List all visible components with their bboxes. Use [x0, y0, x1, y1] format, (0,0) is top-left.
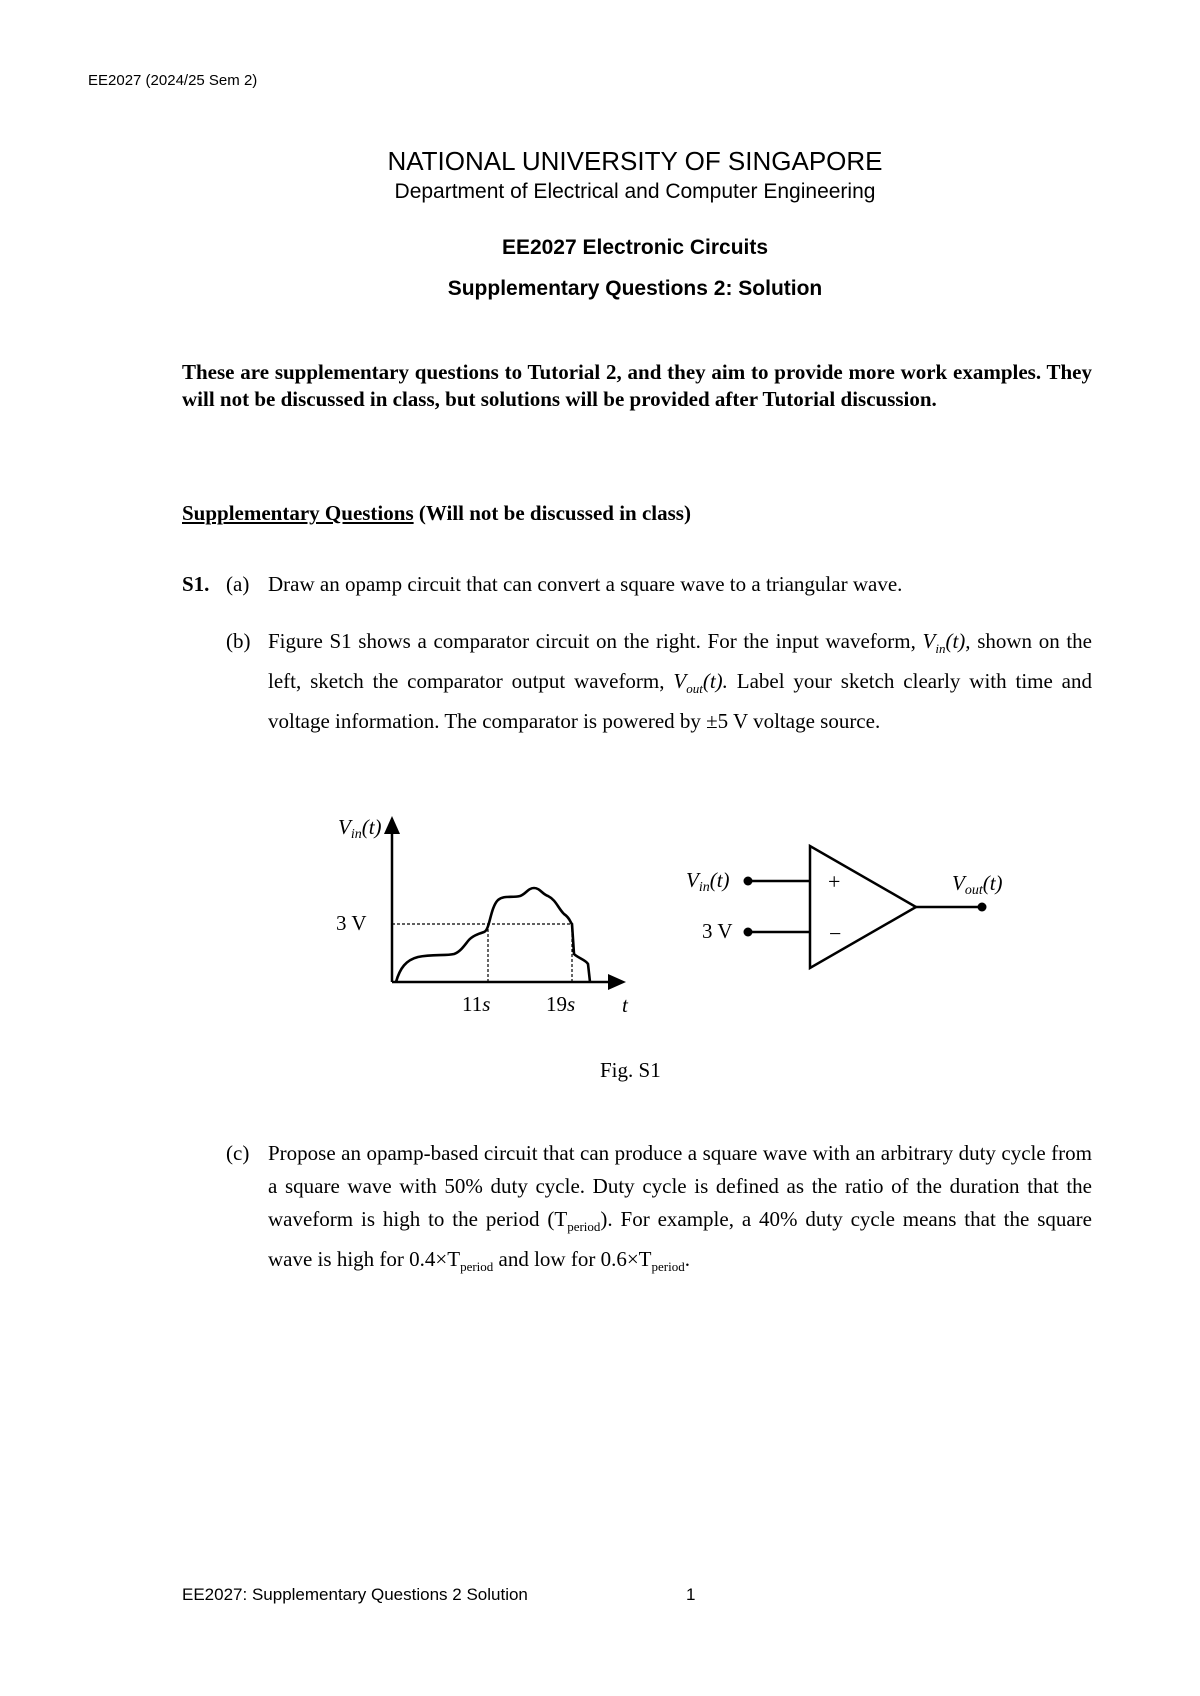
course-title: EE2027 Electronic Circuits	[501, 236, 769, 259]
intro-paragraph: These are supplementary questions to Tutorial 2, and they aim to provide more work examples. They will not be discussed in class, but solutions will be provided after Tutorial discussion.	[182, 360, 1092, 411]
input-waveform-plot	[336, 815, 629, 1017]
waveform-x-arrow-icon	[608, 974, 626, 990]
part-a-text: Draw an opamp circuit that can convert a square wave to a triangular wave.	[268, 572, 903, 596]
running-head: EE2027 (2024/25 Sem 2)	[88, 72, 258, 89]
section-heading-rest: (Will not be discussed in class)	[413, 501, 691, 525]
part-c-text: Propose an opamp-based circuit that can produce a square wave with an arbitrary duty cycle from a square wave with 50% duty cycle. Duty cycle is defined as the ratio of the duration that the waveform is high to the period $(T_{period})$. For example, a 40% duty cycle means that the square wave is high for $0.4\times T_{period}$ and low for $0.6\times T_{period}$.	[268, 1141, 1092, 1275]
opamp-minus-sign: −	[829, 921, 842, 946]
vin-symbol: $V_{in}(t)$,	[922, 629, 971, 657]
footer-title: EE2027: Supplementary Questions 2 Solution	[182, 1585, 528, 1604]
comparator-output-label: Vout(t)	[952, 871, 1003, 898]
part-b-text-3: Label your sketch clearly with time and voltage information. The comparator is powered by ±5 V voltage source.	[268, 669, 1092, 734]
waveform-tick-1: 11s	[462, 992, 491, 1016]
department-name: Department of Electrical and Computer Engineering	[394, 180, 876, 203]
comparator-circuit	[686, 846, 1003, 968]
vout-symbol: $V_{out}(t)$.	[673, 669, 728, 697]
part-a-letter: (a)	[226, 572, 250, 596]
opamp-plus-sign: +	[828, 869, 841, 894]
figure-s1	[300, 800, 1060, 1040]
section-heading	[182, 501, 691, 526]
question-label-s1: S1.	[182, 572, 210, 596]
waveform-y-arrow-icon	[384, 816, 400, 834]
part-b-text	[268, 625, 1092, 738]
waveform-x-axis-label: t	[622, 993, 628, 1017]
waveform-tick-2: 19s	[546, 992, 576, 1016]
output-terminal	[978, 903, 987, 912]
part-b-letter: (b)	[226, 629, 251, 653]
figure-caption: Fig. S1	[600, 1058, 661, 1082]
waveform-curve	[396, 888, 590, 982]
comparator-minus-input-label: 3 V	[702, 919, 733, 943]
part-b-text-1: Figure S1 shows a comparator circuit on the right. For the input waveform,	[268, 629, 923, 653]
comparator-plus-input-label: Vin(t)	[686, 868, 730, 895]
section-heading-underlined: Supplementary Questions	[182, 501, 414, 525]
university-name: NATIONAL UNIVERSITY OF SINGAPORE	[387, 146, 883, 176]
opamp-triangle-icon	[810, 846, 916, 968]
part-b-text-2: shown on the left, sketch the comparator output waveform,	[268, 629, 1092, 694]
waveform-y-axis-label: Vin(t)	[338, 815, 382, 842]
page-number: 1	[686, 1585, 696, 1604]
document-subtitle: Supplementary Questions 2: Solution	[447, 277, 823, 300]
part-c-letter: (c)	[226, 1141, 250, 1165]
waveform-level-label: 3 V	[336, 911, 367, 935]
